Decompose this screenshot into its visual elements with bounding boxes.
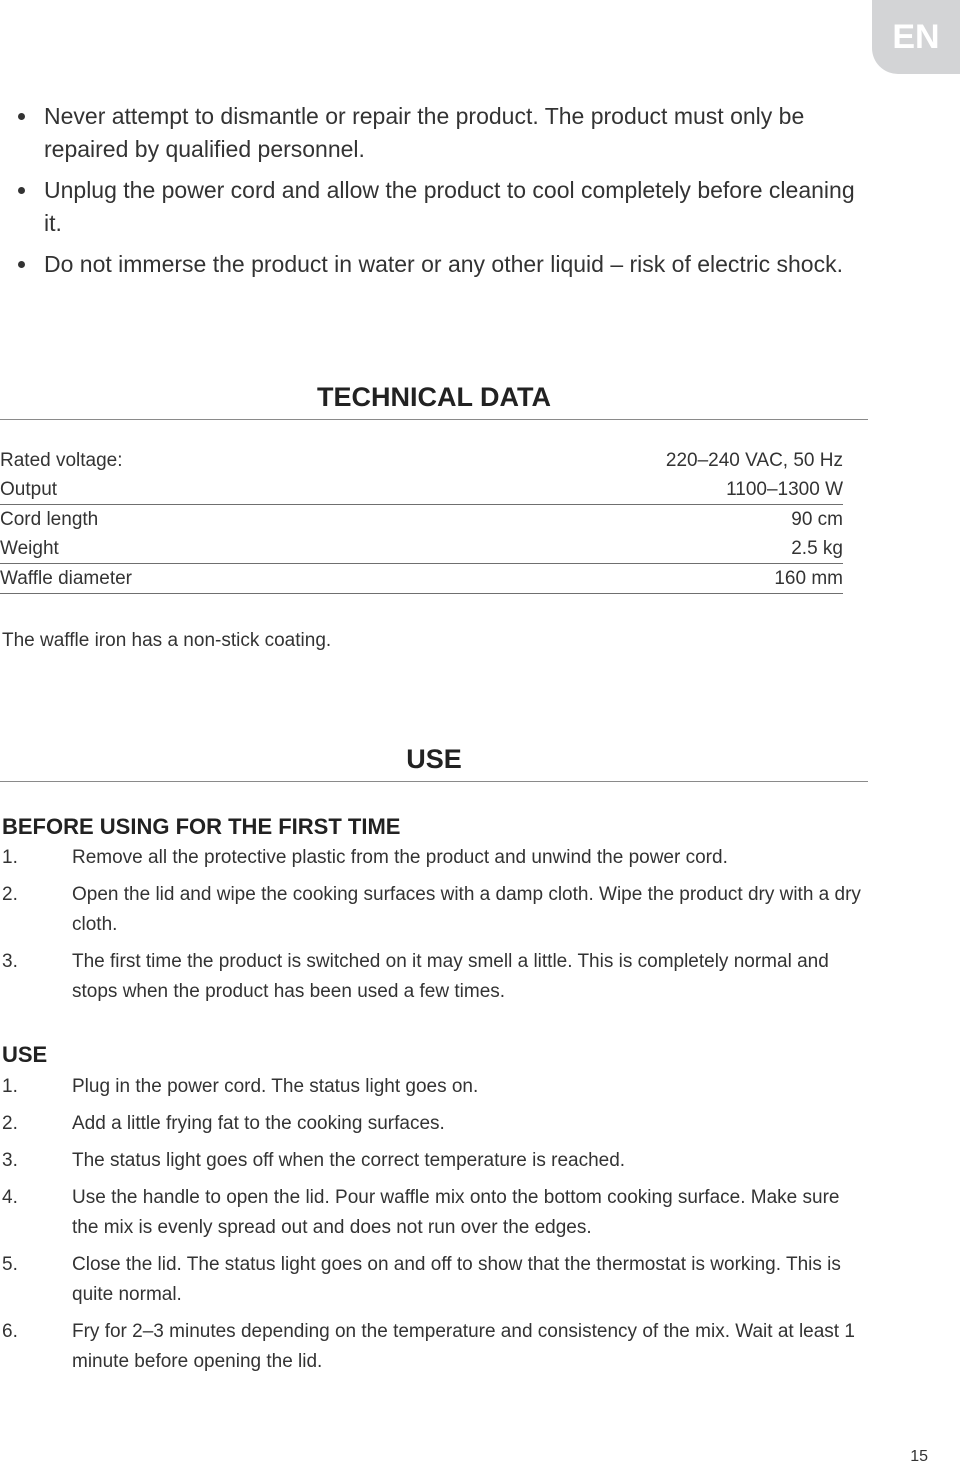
tech-label: Rated voltage: xyxy=(0,449,123,471)
tech-label: Waffle diameter xyxy=(0,567,132,589)
tech-row-weight xyxy=(0,534,843,564)
step-item xyxy=(2,1146,862,1176)
step-item xyxy=(2,1317,862,1377)
technical-data-title: TECHNICAL DATA xyxy=(0,382,868,420)
tech-value: 2.5 kg xyxy=(791,537,843,559)
first-time-heading: BEFORE USING FOR THE FIRST TIME xyxy=(2,814,401,839)
step-item xyxy=(2,947,862,1007)
bullet-dot-icon xyxy=(18,261,25,268)
bullet-dot-icon xyxy=(18,187,25,194)
step-text: Fry for 2–3 minutes depending on the temperature and consistency of the mix. Wait at least 1 minute before opening the lid. xyxy=(72,1321,855,1372)
step-text: Use the handle to open the lid. Pour waffle mix onto the bottom cooking surface. Make sure the mix is evenly spread out and does not run over the edges. xyxy=(72,1187,840,1238)
technical-data-table xyxy=(0,446,843,594)
step-number: 2. xyxy=(2,884,18,905)
tech-value: 160 mm xyxy=(774,567,843,589)
bullet-text: Unplug the power cord and allow the product to cool completely before cleaning it. xyxy=(44,177,855,236)
use-heading: USE xyxy=(2,1042,48,1067)
step-number: 4. xyxy=(2,1187,18,1208)
tech-row-cord-length xyxy=(0,505,843,534)
step-text: Open the lid and wipe the cooking surfaces with a damp cloth. Wipe the product dry with a dry cloth. xyxy=(72,884,861,935)
tech-label: Output xyxy=(0,478,58,500)
tech-label: Cord length xyxy=(0,508,99,530)
bullet-text: Do not immerse the product in water or any other liquid – risk of electric shock. xyxy=(44,251,843,277)
tech-value: 1100–1300 W xyxy=(726,478,843,500)
step-item xyxy=(2,1072,862,1102)
page-number: 15 xyxy=(910,1448,928,1465)
tech-value: 90 cm xyxy=(791,508,843,530)
step-item xyxy=(2,880,862,940)
tech-row-output xyxy=(0,475,843,505)
step-item xyxy=(2,1109,862,1139)
step-number: 1. xyxy=(2,847,18,868)
step-number: 3. xyxy=(2,951,18,972)
tech-value: 220–240 VAC, 50 Hz xyxy=(665,449,843,471)
bullet-text: Never attempt to dismantle or repair the product. The product must only be repaired by qualified personnel. xyxy=(44,103,805,162)
tech-label: Weight xyxy=(0,537,59,559)
step-item xyxy=(2,843,862,873)
bullet-item xyxy=(18,174,878,240)
tech-row-waffle-diameter xyxy=(0,564,843,594)
step-number: 1. xyxy=(2,1076,18,1097)
language-tab: EN xyxy=(872,0,960,74)
step-number: 6. xyxy=(2,1321,18,1342)
step-number: 2. xyxy=(2,1113,18,1134)
use-section-title: USE xyxy=(0,744,868,782)
bullet-item xyxy=(18,248,878,281)
step-item xyxy=(2,1250,862,1310)
step-text: The status light goes off when the correct temperature is reached. xyxy=(72,1150,626,1171)
first-time-steps xyxy=(2,843,862,1014)
step-text: The first time the product is switched on it may smell a little. This is completely normal and stops when the product has been used a few times. xyxy=(72,951,829,1002)
tech-row-rated-voltage xyxy=(0,446,843,475)
step-text: Add a little frying fat to the cooking surfaces. xyxy=(72,1113,445,1134)
step-item xyxy=(2,1183,862,1243)
bullet-dot-icon xyxy=(18,113,25,120)
step-text: Plug in the power cord. The status light goes on. xyxy=(72,1076,479,1097)
step-number: 5. xyxy=(2,1254,18,1275)
safety-bullet-list xyxy=(18,100,878,289)
step-text: Close the lid. The status light goes on and off to show that the thermostat is working. This is quite normal. xyxy=(72,1254,841,1305)
use-steps xyxy=(2,1072,862,1384)
non-stick-note: The waffle iron has a non-stick coating. xyxy=(2,630,332,651)
step-text: Remove all the protective plastic from the product and unwind the power cord. xyxy=(72,847,728,868)
step-number: 3. xyxy=(2,1150,18,1171)
bullet-item xyxy=(18,100,878,166)
